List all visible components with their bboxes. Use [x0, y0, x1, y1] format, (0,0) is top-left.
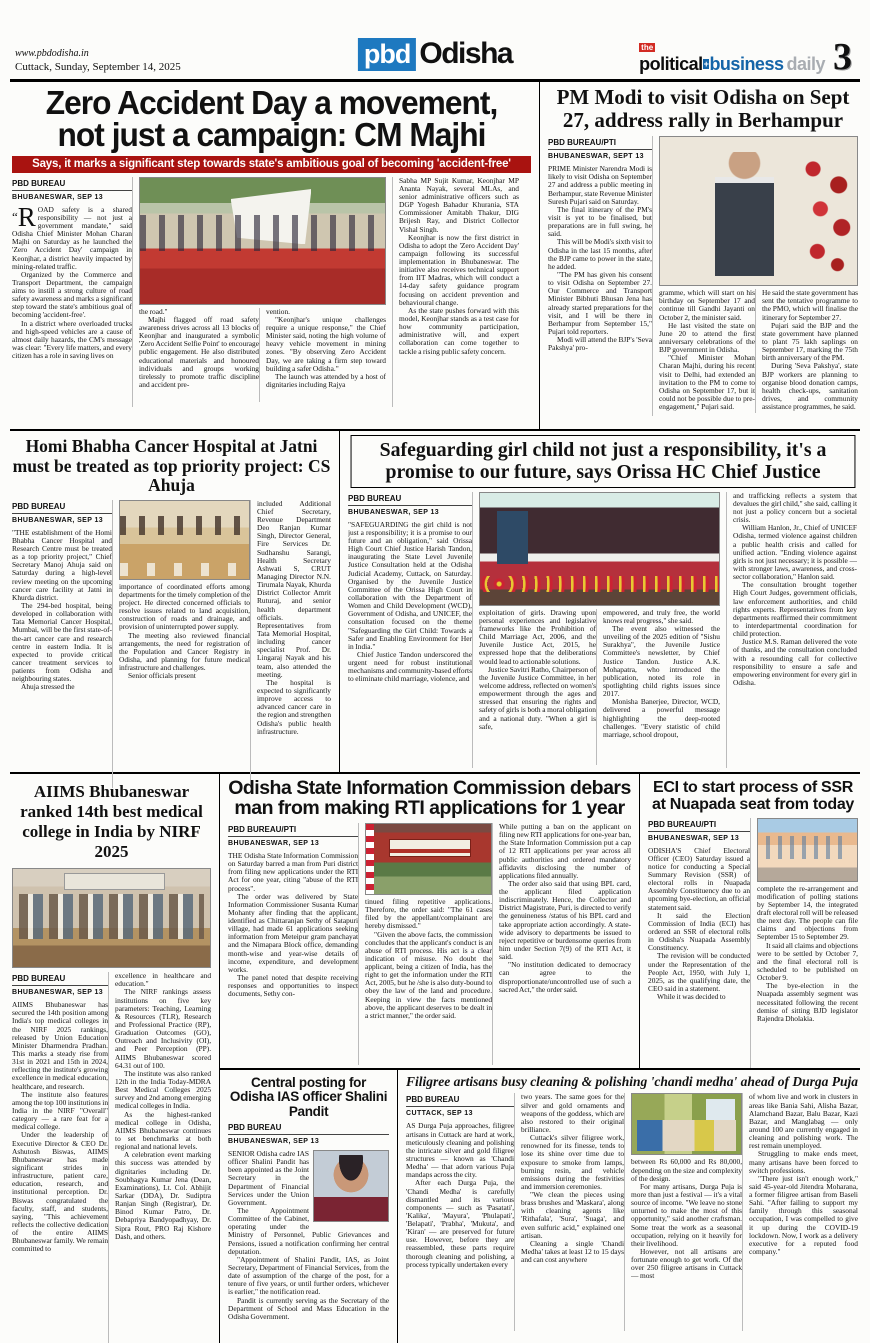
- brand-political: political: [639, 54, 703, 74]
- paragraph: In a district where overloaded trucks and high-speed vehicles are a cause of almost daily hazards, the CM's message was clear: "Every life matters, and every citizen has a role in saving lives on: [12, 318, 132, 361]
- column-2: [108, 972, 211, 1343]
- page-number: 3: [833, 35, 852, 78]
- subhead-banner: Says, it marks a significant step towards state's ambitious goal of becoming 'accident-free': [12, 156, 531, 173]
- dateline: BHUBANESWAR, SEP 13: [12, 193, 104, 201]
- paragraph: Justice M.S. Raman delivered the vote of thanks, and the consultation concluded with a resounding call for collective responsibility to ensure a safe and empowering environment for every girl in Odisha.: [733, 637, 857, 688]
- paragraph: After each Durga Puja, the 'Chandi Medha' is carefully dismantled and its various components — such as 'Pasatati', 'Kalika', 'Mayura', 'Phulapati', 'Belapati', 'Prabha', 'Mukuta', and 'Kiran' — are preserved for future use. However, before they are reassembled, these parts require thorough cleaning and polishing, a process typically undertaken every: [406, 1178, 515, 1269]
- paragraph: Modi will attend the BJP's 'Seva Pakshya' pro-: [548, 335, 652, 353]
- column-4: [392, 177, 519, 407]
- paragraph: "Chief Minister Mohan Charan Majhi, during his recent visit to Delhi, had extended an invitation to the PM to come to Odisha on September 17, but it could not be possible due to pre-engagement," Pujari said.: [659, 353, 755, 412]
- text-column: [659, 289, 755, 413]
- dateline: BHUBANESWAR, SEP 13: [348, 508, 440, 516]
- article-eci-ssr: [640, 774, 860, 1068]
- middle-section: [10, 431, 860, 774]
- dateline: BHUBANESWAR, SEP 13: [228, 839, 320, 847]
- dateline: CUTTACK, SEP 13: [406, 1110, 473, 1118]
- paragraph: Justice Savitri Ratho, Chairperson of the Juvenile Justice Committee, in her welcome address, reflected on women's empowerment through the ages and stressed that ensuring the rights and safety of girls is both a moral obligation and a national duty. "When a girl is safe,: [479, 664, 596, 731]
- paragraph: The launch was attended by a host of dignitaries including Rajya: [266, 371, 386, 389]
- artisans-working-photo: [631, 1093, 742, 1155]
- column-2: [358, 823, 492, 1065]
- paragraph: The event also witnessed the unveiling of the 2025 edition of "Sishu Surakhya", the Juvenile Justice Committee's newsletter, by Chief Justice Tandon. Justice A.K. Mohapatra, who introduced the publication, noted its role in spotlighting child rights issues since 2017.: [603, 624, 720, 699]
- text-column: [548, 165, 652, 352]
- paragraph: The 294-bed hospital, being developed in collaboration with Tata Memorial Cancer Hospital, Mumbai, will be the first state-of-the-art cancer care and research centre in eastern India. It is expected to provide critical cancer treatment services to patients from Odisha and neighbouring states.: [12, 601, 112, 684]
- paragraph: The bye-election in the Nuapada assembly segment was necessitated following the recent demise of sitting BJD legislator Rajendra Dholakia.: [757, 981, 858, 1023]
- dateline: BHUBANESWAR, SEPT 13: [548, 153, 644, 161]
- paragraph: Senior officials present: [128, 671, 196, 681]
- aiims-celebration-photo: [12, 868, 211, 968]
- byline: PBD BUREAU: [348, 494, 472, 506]
- article-body: [12, 972, 211, 1343]
- column-2: [750, 818, 858, 1068]
- open-quote: “: [12, 208, 18, 224]
- column-1: [648, 818, 750, 1068]
- paragraph: This will be Modi's sixth visit to Odisha in the last 15 months, after the BJP came to power in the state, he added.: [548, 237, 652, 271]
- column-4: [726, 492, 857, 768]
- text-column: [348, 521, 472, 684]
- paragraph: "Given the above facts, the commission concludes that the applicant's conduct is an abuse of RTI process. His act is a clear indication of misuse. No doubt the applicant, being a citizen of India, has the right to get the information under the RTI Act, 2005, but he /she is also duty-bound to obey the law of the land and procedure. Keeping in view the facts mentioned above, the applicant deserves to be dealt in a strict manner," the order said.: [365, 929, 493, 1020]
- byline: PBD BUREAU: [12, 179, 132, 191]
- headline-pm-modi: PM Modi to visit Odisha on Sept 27, address rally in Berhampur: [556, 85, 850, 133]
- article-shalini-pandit: [220, 1070, 398, 1343]
- byline: PBD BUREAU/PTI: [548, 138, 652, 150]
- paragraph: the road.": [139, 307, 168, 316]
- column-1: [12, 500, 112, 788]
- paragraph: Majhi flagged off road safety awareness drives across all 13 blocks of Keonjhar and inaugurated a symbolic 'Zero Accident Selfie Point' to encourage public engagement. He also distributed educational materials and honoured individuals and groups working tirelessly to promote traffic discipline and accident pre-: [139, 314, 259, 389]
- paragraph: Pandit is currently serving as the Secretary of the Department of School and Mass Education in the Odisha Government.: [228, 1295, 390, 1321]
- paragraph: A celebration event marking this success was attended by dignitaries including Dr. Soubhagya Kumar Jena (Dean, Examinations), Lt. Col. Abhijit Sarkar (DDA), Dr. Sudiptra Ranjan Singh (Registrar), Dr. Binod Kumar Patro, Dr. Debapriya Bandyopadhyay, Dr. Sipra Rout, PRO Raj Kishore Dash, and others.: [115, 1150, 212, 1241]
- paragraph: and trafficking reflects a system that devalues the girl child," she said, calling it not just a policy concern but a societal crisis.: [733, 491, 857, 525]
- paragraph: The Appointment Committee of the Cabinet, operating under the Ministry of Personnel, Public Grievances and Pensions, issued a notification confirming her central deputation.: [228, 1206, 390, 1256]
- paragraph: The hospital is expected to significantly improve access to advanced cancer care in the region and strengthen Odisha's public health infrastructure.: [257, 677, 331, 736]
- brand-line: [639, 55, 825, 73]
- column-1: [406, 1093, 514, 1331]
- paragraph: The consultation brought together High Court Judges, government officials, law enforcement authorities, and child rights experts. Representatives from key departments reaffirmed their commitment to interdepartmental coordination for child protection.: [733, 580, 857, 639]
- paragraph: empowered, and truly free, the world knows real progress," she said.: [603, 608, 720, 625]
- column-1: [348, 492, 472, 768]
- byline: PBD BUREAU/PTI: [648, 820, 750, 832]
- headline-shalini: Central posting for Odisha IAS officer Shalini Pandit: [229, 1074, 388, 1120]
- text-column: [139, 308, 259, 402]
- column-1: [12, 972, 108, 1343]
- article-body: [648, 818, 858, 1068]
- paragraph: THE Odisha State Information Commission on Saturday barred a man from Puri district from filing new applications under the RTI Act for one year, citing "abuse of the RTI process".: [228, 851, 359, 893]
- brand-lockup: [639, 35, 852, 78]
- column-2: [514, 1093, 624, 1331]
- article-body: [228, 1150, 389, 1343]
- text-column: [365, 898, 492, 1064]
- edition-dateline: Cuttack, Sunday, September 14, 2025: [15, 61, 181, 73]
- column-4: [742, 1093, 858, 1331]
- paragraph: "We clean the pieces using brass brushes and 'Maskara', along with cleaning agents like 'Rithafala', 'Sura', 'Suaga', and even sulfuric acid," explained one artisan.: [521, 1190, 625, 1240]
- paragraph: included Additional Chief Secretary, Revenue Department Deo Ranjan Kumar Singh, Director General, Fire Services Dr. Sudhanshu Sarangi, Health Secretary Ashwati S, CRUT Managing Director N.N. Tirumala Nayak, Khurda District Collector Amrit Ruturaj, and senior health department officials. Representatives from Tata Memorial Hospital, including cancer specialist Prof. Dr. Lingaraj Nayak and his team, also attended the meeting.: [257, 499, 331, 679]
- paragraph: two years. The same goes for the silver and gold ornaments and weapons of the goddess, which are also restored to their original brilliance.: [521, 1093, 625, 1134]
- brand-text: [639, 37, 825, 73]
- masthead-left: [15, 48, 181, 73]
- paragraph: Struggling to make ends meet, many artisans have been forced to switch professions.: [749, 1149, 858, 1175]
- article-body: [548, 136, 858, 416]
- paragraph: AS Durga Puja approaches, filigree artisans in Cuttack are hard at work, meticulously cleaning and polishing the intricate silver and gold filigree structures — known as 'Chandi Medha' — that adorn various Puja mandaps across the city.: [406, 1122, 515, 1180]
- paragraph: While it was decided to: [657, 992, 726, 1002]
- information-commission-building-photo: [365, 823, 492, 895]
- text-column: [228, 852, 358, 999]
- dateline: BHUBANESWAR, SEP 13: [648, 834, 740, 842]
- text-column: [259, 308, 386, 402]
- pm-modi-speech-photo: [659, 136, 858, 286]
- paragraph: Cleaning a single 'Chandi Medha' takes at least 12 to 15 days and can cost anywhere: [521, 1238, 625, 1265]
- paragraph: "SAFEGUARDING the girl child is not just a responsibility; it is a promise to our future and an obligation," said Orissa High Court Chief Justice Harish Tandon, inaugurating the State Level Juvenile Justice Consultation held at the Odisha Judicial Academy, Cuttack, on Saturday. Organised by the Juvenile Justice Committee of the Orissa High Court in collaboration with the Department of Women and Child Development (WCD), Government of Odisha, and UNICEF, the consultation focused on the theme "Safeguarding the Girl Child: Towards a Safer and Enabling Environment for Her in India.": [348, 520, 472, 651]
- paragraph: "Appointment of Shalini Pandit, IAS, as Joint Secretary, Department of Financial Services, from the date of assumption of the charge of the post, for a tenure of five years, or until further orders, whichever is earlier," the notification read.: [228, 1254, 390, 1297]
- column-1: [548, 136, 652, 416]
- paragraph: "Keonjhar's unique challenges require a unique response," the Chief Minister said, noting the high volume of heavy vehicle movement in mining zones. "By observing Zero Accident Day, we are taking a firm step toward building a safer Odisha.": [266, 314, 386, 373]
- paragraph: As the highest-ranked medical college in Odisha, AIIMS Bhubaneswar continues to set benchmarks at both regional and national levels.: [115, 1109, 212, 1152]
- brand-business: business: [709, 54, 784, 74]
- paragraph: As the state pushes forward with this model, Keonjhar stands as a test case for how community participation, administrative will, and expert collaboration can come together to tackle a rising public safety concern.: [399, 305, 519, 356]
- paragraph: importance of coordinated efforts among departments for the timely completion of the project. He directed concerned officials to resolve issues related to land acquisition, construction of roads and drainage, and provision of uninterrupted power supply.: [119, 582, 250, 632]
- article-body: [228, 823, 631, 1065]
- paragraph: SENIOR Odisha cadre IAS officer Shalini Pandit has been appointed as the Joint Secretary in the Department of Financial Services under the Union Government.: [228, 1150, 310, 1207]
- text-column: [119, 583, 250, 783]
- paragraph: The revision will be conducted under the Representation of the People Act, 1950, with July 1, 2025, as the qualifying date, the CEO said in a statement.: [648, 951, 751, 993]
- paragraph: He last visited the state on June 20 to attend the first anniversary celebrations of the BJP government in Odisha.: [659, 320, 755, 355]
- paragraph: Keonjhar is now the first district in Odisha to adopt the 'Zero Accident Day' campaign following its successful implementation in Bhubaneswar. The initiative also receives technical support from IIT Madras, which will conduct a 14-day safety guidance program focusing on accident prevention and behavioural change.: [399, 232, 519, 307]
- column-1: [12, 177, 132, 407]
- paragraph: It said all claims and objections were to be settled by October 7, and the final electoral roll is scheduled to be published on October 9.: [757, 940, 858, 983]
- dateline: BHUBANESWAR, SEP 13: [12, 516, 104, 524]
- headline-homi-bhabha: Homi Bhabha Cancer Hospital at Jatni must be treated as top priority project: CS Ahuja: [12, 436, 331, 496]
- paragraph: gramme, which will start on his birthday on September 17 and continue till Gandhi Jayanti on October 2, the minister said.: [659, 289, 755, 322]
- consultation-dais-photo: [479, 492, 720, 606]
- drop-cap: R: [17, 205, 36, 232]
- paragraph: "There just isn't enough work," said 45-year-old Jitendra Moharana, a former filigree artisan from Baseli Sahi. "After failing to support my family through this seasonal occupation, I was compelled to give it up during the COVID-19 lockdown. Now, I work as a delivery executive for a reputed food company.": [749, 1173, 858, 1257]
- paragraph: ODISHA'S Chief Electoral Officer (CEO) Saturday issued a notice for conducting a Special Summary Revision (SSR) of electoral rolls in Nuapada Assembly Constituency due to an upcoming bye-election, an official statement said.: [648, 846, 751, 912]
- paragraph: The order also said that using BPL card, the applicant filed application indiscriminately. Hence, the Collector and District Magistrate, Puri, is directed to verify the genuineness /status of his BPL card and take appropriate action accordingly. A state-wide advisory to departments be issued to reject repetitive or burdensome queries from him under Section 7(9) of the RTI Act, it said.: [499, 878, 632, 962]
- paragraph: However, not all artisans are fortunate enough to get work. Of the over 250 filigree artisans in Cuttack — most: [631, 1246, 743, 1281]
- paragraph: Monisha Banerjee, Director, WCD, delivered a powerful message highlighting the deep-rooted challenges. "Every statistic of child marriage, school dropout,: [603, 697, 720, 739]
- logo-pbd: pbd: [358, 38, 416, 71]
- brand-the-badge: the: [641, 43, 654, 52]
- text-column: [648, 847, 750, 1002]
- article-zero-accident-day: [10, 82, 540, 429]
- paragraph: complete the re-arrangement and modification of polling stations by September 14, the integrated draft electoral roll will be released the next day. The people can file claims and objections from September 15 to September 29.: [757, 884, 858, 942]
- byline: PBD BUREAU: [12, 502, 112, 514]
- text-column: [12, 206, 132, 361]
- paragraph: For many artisans, Durga Puja is more than just a festival — it's a vital source of income. "We leave no stone unturned to make the most of this opportunity," said another craftsman. Some treat the work as a seasonal occupation, relying on it heavily for their livelihood.: [631, 1181, 743, 1248]
- article-body: [12, 500, 331, 788]
- brand-daily: daily: [786, 54, 825, 74]
- mid-columns: [659, 289, 858, 413]
- paragraph: [12, 206, 132, 271]
- paragraph: The panel noted that despite receiving responses and opportunities to inspect documents, Sethy con-: [228, 973, 359, 999]
- paragraph-text: OAD safety is a shared responsibility — not just a government mandate," said Odisha Chief Minister Mohan Charan Majhi on Saturday as he launched the 'Zero Accident Day' campaign in Keonjhar, a district heavily impacted by mining-related traffic.: [12, 205, 132, 271]
- paragraph: PRIME Minister Narendra Modi is likely to visit Odisha on September 27 and address a public meeting in Berhampur, state Revenue Minister Suresh Pujari said on Saturday.: [548, 165, 652, 206]
- paragraph: The final itinerary of the PM's visit is yet to be finalised, but preparations are in full swing, he said.: [548, 204, 652, 239]
- top-section: [10, 82, 860, 431]
- text-column: [479, 609, 596, 765]
- article-girl-child: [340, 431, 860, 772]
- article-rti-debar: [220, 774, 640, 1068]
- text-column: [631, 1158, 742, 1326]
- article-homi-bhabha-hospital: [10, 431, 340, 772]
- headline-rti: Odisha State Information Commission debars man from making RTI applications for 1 year: [228, 777, 631, 820]
- brand-plus-icon: +: [703, 59, 709, 69]
- paragraph: of whom live and work in clusters in areas like Bania Sahi, Alisha Bazar, Alamchand Bazar, Balu Bazar, Kazi Bazar, and Manglabag — only around 100 are currently engaged in cleaning and polishing work. The rest remain unemployed.: [749, 1093, 858, 1151]
- headline-girl-child: Safeguarding girl child not just a responsibility, it's a promise to our future, says Orissa HC Chief Justice: [351, 435, 856, 488]
- paragraph: Pujari said the BJP and the state government have planned to plant 75 lakh saplings on September 17, marking the 75th birth anniversary of the PM.: [762, 320, 858, 363]
- paragraph: AIIMS Bhubaneswar has secured the 14th position among India's top medical colleges in the NIRF 2025 rankings, released by Union Education Minister Dharmendra Pradhan. This marks a steady rise from 31st in 2021 and 15th in 2024, reflecting the institute's growing excellence in medical education, healthcare, and research.: [12, 1001, 109, 1091]
- byline: PBD BUREAU: [406, 1095, 514, 1107]
- column-3: [250, 500, 331, 788]
- bottom-section: [10, 774, 860, 1343]
- bottom-right-area: [220, 774, 860, 1343]
- ceo-office-building-photo: [757, 818, 858, 882]
- byline: PBD BUREAU/PTI: [228, 825, 358, 837]
- column-middle: [472, 492, 726, 768]
- paragraph: During 'Seva Pakshya', state BJP workers are planning to organise blood donation camps, health check-ups, sanitation drives, and community assistance programmes, he said.: [762, 361, 858, 412]
- article-body: [12, 177, 531, 407]
- article-body: [406, 1093, 858, 1331]
- paragraph: Organized by the Commerce and Transport Department, the campaign aims to instill a strong culture of road safety awareness and marks a significant step toward the state's ambitious goal of becoming 'accident-free'.: [12, 269, 132, 320]
- paragraph: The order was delivered by State Information Commissioner Susanta Kumar Mohanty after finding that the applicant, identified as Chittaranjan Sethy of Satapuri village, had made 61 applications seeking information from Meteipur gram panchayat and the Nimapara Block office, demanding month-wise and year-wise details of income, expenditure, and development works.: [228, 891, 359, 974]
- article-filigree-artisans: [398, 1070, 860, 1343]
- paragraph: He said the state government has sent the tentative programme to the PMO, which will finalise the itinerary for September 27.: [762, 289, 858, 322]
- paragraph: Chief Justice Tandon underscored the urgent need for robust institutional mechanisms and community-based efforts to eliminate child marriage, violence, and: [348, 650, 472, 684]
- text-column: [596, 609, 720, 765]
- column-middle: [652, 136, 858, 416]
- paragraph: Sabha MP Sujit Kumar, Keonjhar MP Ananta Nayak, several MLAs, and senior administrative officers such as DGP Yogesh Bahadur Khurania, STA Commissioner Amitabh Thakur, DIG Brijesh Ray, and District Collector Vishal Singh.: [399, 176, 519, 234]
- paragraph: The NIRF rankings assess institutions on five key parameters: Teaching, Learning & Resources (TLR), Research and Professional Practice (RP), Graduation Outcomes (GO), Outreach and Inclusivity (OI), and Peer Perception (PP). AIIMS Bhubaneswar scored 64.31 out of 100.: [115, 987, 212, 1070]
- paragraph: The meeting also reviewed financial arrangements, the need for registration of the Population and Cancer Registry in Odisha, and planning for future medical infrastructure and challenges.: [119, 630, 250, 673]
- paragraph: Cuttack's silver filigree work, renowned for its finesse, tends to lose its shine over time due to exposure to smoke from lamps, burning resin, and vehicle emissions during the festivities and immersion ceremonies.: [521, 1133, 625, 1191]
- paragraph: The institute also features among the top 100 institutions in India in the NIRF "Overall" category — a rare feat for a medical college.: [12, 1089, 109, 1132]
- paragraph: between Rs 60,000 and Rs 80,000, depending on the size and complexity of the design.: [631, 1158, 743, 1183]
- paragraph: William Hanlon, Jr., Chief of UNICEF Odisha, termed violence against children a public health crisis and called for unified action. "Ending violence against girls is not just necessary; it is possible — with stronger laws, awareness, and cross-sector collaboration," Hanlon said.: [733, 523, 857, 582]
- article-aiims-nirf: [10, 774, 220, 1343]
- headline-eci: ECI to start process of SSR at Nuapada seat from today: [652, 779, 855, 814]
- paragraph: "THE establishment of the Homi Bhabha Cancer Hospital and Research Centre must be treated as a top priority project," Chief Secretary Manoj Ahuja said on Saturday during a high-level review meeting on the upcoming cancer care facility at Jatni in Khurda district.: [12, 528, 112, 602]
- paragraph: The institute was also ranked 12th in the India Today-MDRA Best Medical Colleges 2025 survey and 2nd among emerging medical colleges in India.: [115, 1068, 212, 1111]
- column-3: [624, 1093, 742, 1331]
- review-meeting-photo: [119, 500, 250, 580]
- text-column: [755, 289, 858, 413]
- headline-aiims: AIIMS Bhubaneswar ranked 14th best medical college in India by NIRF 2025: [20, 782, 203, 862]
- text-column: [757, 885, 858, 1065]
- paragraph: exploitation of girls. Drawing upon personal experiences and legislative frameworks like the Prohibition of Child Marriage Act, 2006, and the Juvenile Justice Act, 2015, he expressed hope that the deliberations would lead to actionable solutions.: [479, 608, 596, 666]
- paragraph: While putting a ban on the applicant on filing new RTI applications for one-year ban, the State Information Commission put a cap of 12 RTI applications per year across all public authorities and ordered mandatory affidavits disclosing the number of applications filed annually.: [499, 822, 632, 880]
- text-column: [406, 1122, 514, 1269]
- text-column: [12, 529, 112, 692]
- column-2: [112, 500, 250, 788]
- dateline: BHUBANESWAR, SEP 13: [228, 1138, 320, 1146]
- column-3: [492, 823, 631, 1065]
- masthead: [10, 0, 860, 82]
- paragraph: Under the leadership of Executive Director & CEO Dr. Ashutosh Biswas, AIIMS Bhubaneswar has made significant strides in infrastructure, patient care, education, research, and institutional perception. Dr. Biswas congratulated the faculty, staff, and students, saying, "This achievement reflects the collective dedication of the entire AIIMS Bhubaneswar family. We remain committed to: [12, 1130, 109, 1254]
- paragraph: "The PM has given his consent to visit Odisha on September 27. Our Commerce and Transport Minister Bibhuti Bhusan Jena has already started preparations for the visit, and I will be there in Berhampur from September 15," Pujari told reporters.: [548, 270, 652, 336]
- column-1: [228, 823, 358, 1065]
- dateline: BHUBANESWAR, SEP 13: [12, 989, 104, 997]
- headline-filigree: Filigree artisans busy cleaning & polishing 'chandi medha' ahead of Durga Puja: [406, 1073, 858, 1089]
- paragraph: vention.: [266, 307, 291, 316]
- website-url: www.pbdodisha.in: [15, 48, 89, 59]
- text-column: [12, 1001, 108, 1253]
- paragraph: Ahuja stressed the: [21, 682, 75, 692]
- byline: PBD BUREAU: [12, 974, 108, 986]
- bottom-lower-row: [220, 1070, 860, 1343]
- paragraph: "No institution dedicated to democracy can agree to the disproportionate/uncontrolled use of such a sacred Act," the order said.: [499, 960, 632, 994]
- mid-columns: [139, 308, 386, 402]
- shalini-pandit-portrait-photo: [313, 1150, 389, 1222]
- newspaper-logo: [358, 37, 512, 71]
- mid-columns: [479, 609, 720, 765]
- article-pm-modi-visit: [540, 82, 860, 429]
- logo-odisha: Odisha: [419, 37, 513, 70]
- paragraph: tinued filing repetitive applications. Therefore, the order said: "The 61 cases filed by the appellant/complainant are hereby dismissed.": [365, 897, 493, 931]
- byline: PBD BUREAU: [228, 1123, 389, 1135]
- flag-off-ceremony-photo: [139, 177, 386, 305]
- article-body: [348, 492, 858, 768]
- paragraph: excellence in healthcare and education.": [115, 972, 212, 989]
- paragraph: It said the Election Commission of India (ECI) has ordered an SSR of electoral rolls in Odisha's Nuapada Assembly Constituency.: [648, 910, 751, 953]
- headline-zero-accident: Zero Accident Day a movement, not just a campaign: CM Majhi: [45, 84, 498, 154]
- column-middle: [132, 177, 392, 407]
- bottom-upper-row: [220, 774, 860, 1070]
